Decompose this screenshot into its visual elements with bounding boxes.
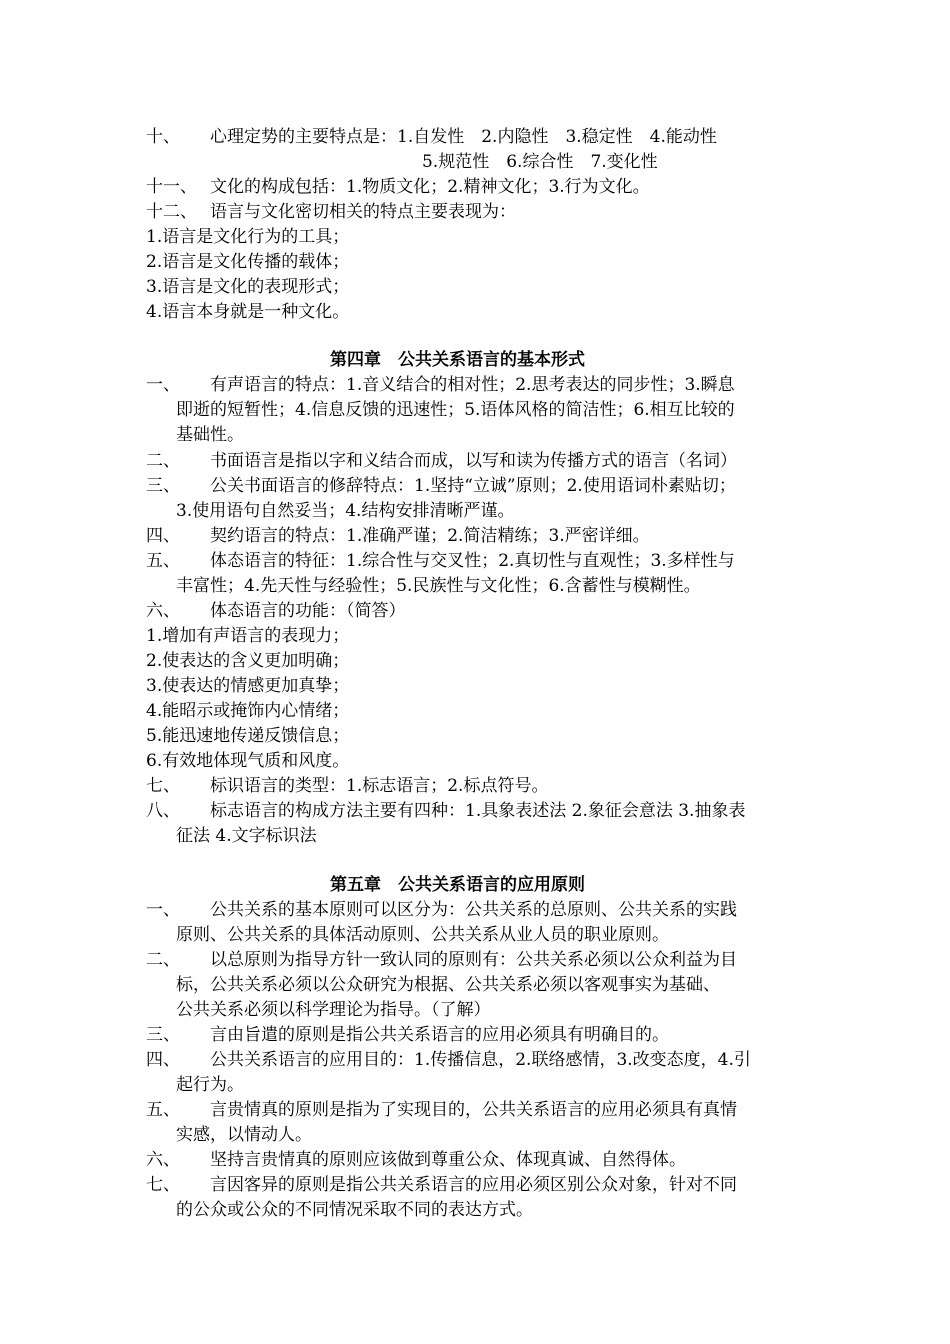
item-number: 十二、 [146, 202, 197, 222]
ch5-item-5 [146, 1098, 737, 1122]
ch5-item-2-line-3: 公共关系必须以科学理论为指导。（了解） [176, 1000, 491, 1020]
item-10-continued [422, 150, 658, 174]
item-number: 六、 [146, 601, 180, 621]
ch4-item-7 [146, 774, 548, 798]
item-number: 二、 [146, 451, 180, 471]
list-item: 4.语言本身就是一种文化。 [146, 302, 350, 322]
item-number: 六、 [146, 1150, 180, 1170]
item-number: 一、 [146, 900, 180, 920]
ch4-item-3-line-2: 3.使用语句自然妥当；4.结构安排清晰严谨。 [176, 501, 515, 521]
item-text: 公共关系的基本原则可以区分为：公共关系的总原则、公共关系的实践 [210, 900, 737, 920]
item-text: 坚持言贵情真的原则应该做到尊重公众、体现真诚、自然得体。 [210, 1150, 686, 1170]
list-item: 6.有效地体现气质和风度。 [146, 751, 350, 771]
item-text: 有声语言的特点：1.音义结合的相对性；2.思考表达的同步性；3.瞬息 [210, 375, 735, 395]
ch5-item-2-line-2: 标，公共关系必须以公众研究为根据、公共关系必须以客观事实为基础、 [176, 975, 720, 995]
item-number: 三、 [146, 476, 180, 496]
item-text: 公关书面语言的修辞特点：1.坚持“立诚”原则；2.使用语词朴素贴切； [210, 476, 736, 496]
item-text: 5.规范性 6.综合性 7.变化性 [422, 152, 658, 172]
list-item: 3.语言是文化的表现形式； [146, 277, 350, 297]
item-number: 一、 [146, 375, 180, 395]
ch4-item-5 [146, 549, 735, 573]
item-number: 八、 [146, 801, 180, 821]
ch5-item-7 [146, 1173, 737, 1197]
item-text: 体态语言的功能：（简答） [210, 601, 406, 621]
ch5-item-1 [146, 898, 737, 922]
item-number: 五、 [146, 551, 180, 571]
item-text: 语言与文化密切相关的特点主要表现为： [210, 202, 516, 222]
item-text: 文化的构成包括：1.物质文化；2.精神文化；3.行为文化。 [210, 177, 650, 197]
list-item: 1.增加有声语言的表现力； [146, 626, 350, 646]
item-number: 三、 [146, 1025, 180, 1045]
list-item: 4.能昭示或掩饰内心情绪； [146, 701, 350, 721]
item-text: 契约语言的特点：1.准确严谨；2.简洁精练；3.严密详细。 [210, 526, 650, 546]
ch4-item-8 [146, 799, 745, 823]
ch5-item-7-line-2: 的公众或公众的不同情况采取不同的表达方式。 [176, 1200, 533, 1220]
chapter-5-title: 第五章 公共关系语言的应用原则 [330, 875, 585, 895]
item-text: 言因客异的原则是指公共关系语言的应用必须区别公众对象，针对不同 [210, 1175, 737, 1195]
ch5-item-4 [146, 1048, 751, 1072]
ch4-item-1 [146, 373, 735, 397]
list-item: 2.语言是文化传播的载体； [146, 252, 350, 272]
item-number: 四、 [146, 1050, 180, 1070]
item-number: 七、 [146, 776, 180, 796]
ch5-item-3 [146, 1023, 669, 1047]
item-number: 二、 [146, 950, 180, 970]
ch4-item-8-line-2: 征法 4.文字标识法 [176, 826, 317, 846]
ch4-item-4 [146, 524, 650, 548]
ch4-item-1-line-2: 即逝的短暂性；4.信息反馈的迅速性；5.语体风格的简洁性；6.相互比较的 [176, 400, 735, 420]
item-text: 公共关系语言的应用目的：1.传播信息，2.联络感情，3.改变态度，4.引 [210, 1050, 751, 1070]
list-item: 1.语言是文化行为的工具； [146, 227, 350, 247]
ch5-item-2 [146, 948, 737, 972]
list-item: 2.使表达的含义更加明确； [146, 651, 350, 671]
ch4-item-6 [146, 599, 406, 623]
item-text: 言贵情真的原则是指为了实现目的，公共关系语言的应用必须具有真情 [210, 1100, 737, 1120]
chapter-4-title: 第四章 公共关系语言的基本形式 [330, 350, 585, 370]
ch5-item-1-line-2: 原则、公共关系的具体活动原则、公共关系从业人员的职业原则。 [176, 925, 669, 945]
item-number: 七、 [146, 1175, 180, 1195]
item-12 [146, 200, 516, 224]
ch5-item-5-line-2: 实感，以情动人。 [176, 1125, 312, 1145]
item-text: 体态语言的特征：1.综合性与交叉性；2.真切性与直观性；3.多样性与 [210, 551, 735, 571]
ch5-item-4-line-2: 起行为。 [176, 1075, 244, 1095]
item-text: 心理定势的主要特点是：1.自发性 2.内隐性 3.稳定性 4.能动性 [210, 127, 717, 147]
item-text: 以总原则为指导方针一致认同的原则有：公共关系必须以公众利益为目 [210, 950, 737, 970]
item-number: 五、 [146, 1100, 180, 1120]
item-number: 十一、 [146, 177, 197, 197]
ch4-item-1-line-3: 基础性。 [176, 425, 244, 445]
item-text: 标志语言的构成方法主要有四种：1.具象表述法 2.象征会意法 3.抽象表 [210, 801, 746, 821]
ch4-item-3 [146, 474, 736, 498]
item-text: 书面语言是指以字和义结合而成，以写和读为传播方式的语言（名词） [210, 451, 737, 471]
item-text: 标识语言的类型：1.标志语言；2.标点符号。 [210, 776, 549, 796]
list-item: 5.能迅速地传递反馈信息； [146, 726, 350, 746]
item-11 [146, 175, 650, 199]
ch4-item-2 [146, 449, 737, 473]
ch4-item-5-line-2: 丰富性；4.先天性与经验性；5.民族性与文化性；6.含蓄性与模糊性。 [176, 576, 701, 596]
ch5-item-6 [146, 1148, 686, 1172]
item-10 [146, 125, 717, 149]
item-number: 十、 [146, 127, 180, 147]
item-number: 四、 [146, 526, 180, 546]
item-text: 言由旨遣的原则是指公共关系语言的应用必须具有明确目的。 [210, 1025, 669, 1045]
list-item: 3.使表达的情感更加真挚； [146, 676, 350, 696]
